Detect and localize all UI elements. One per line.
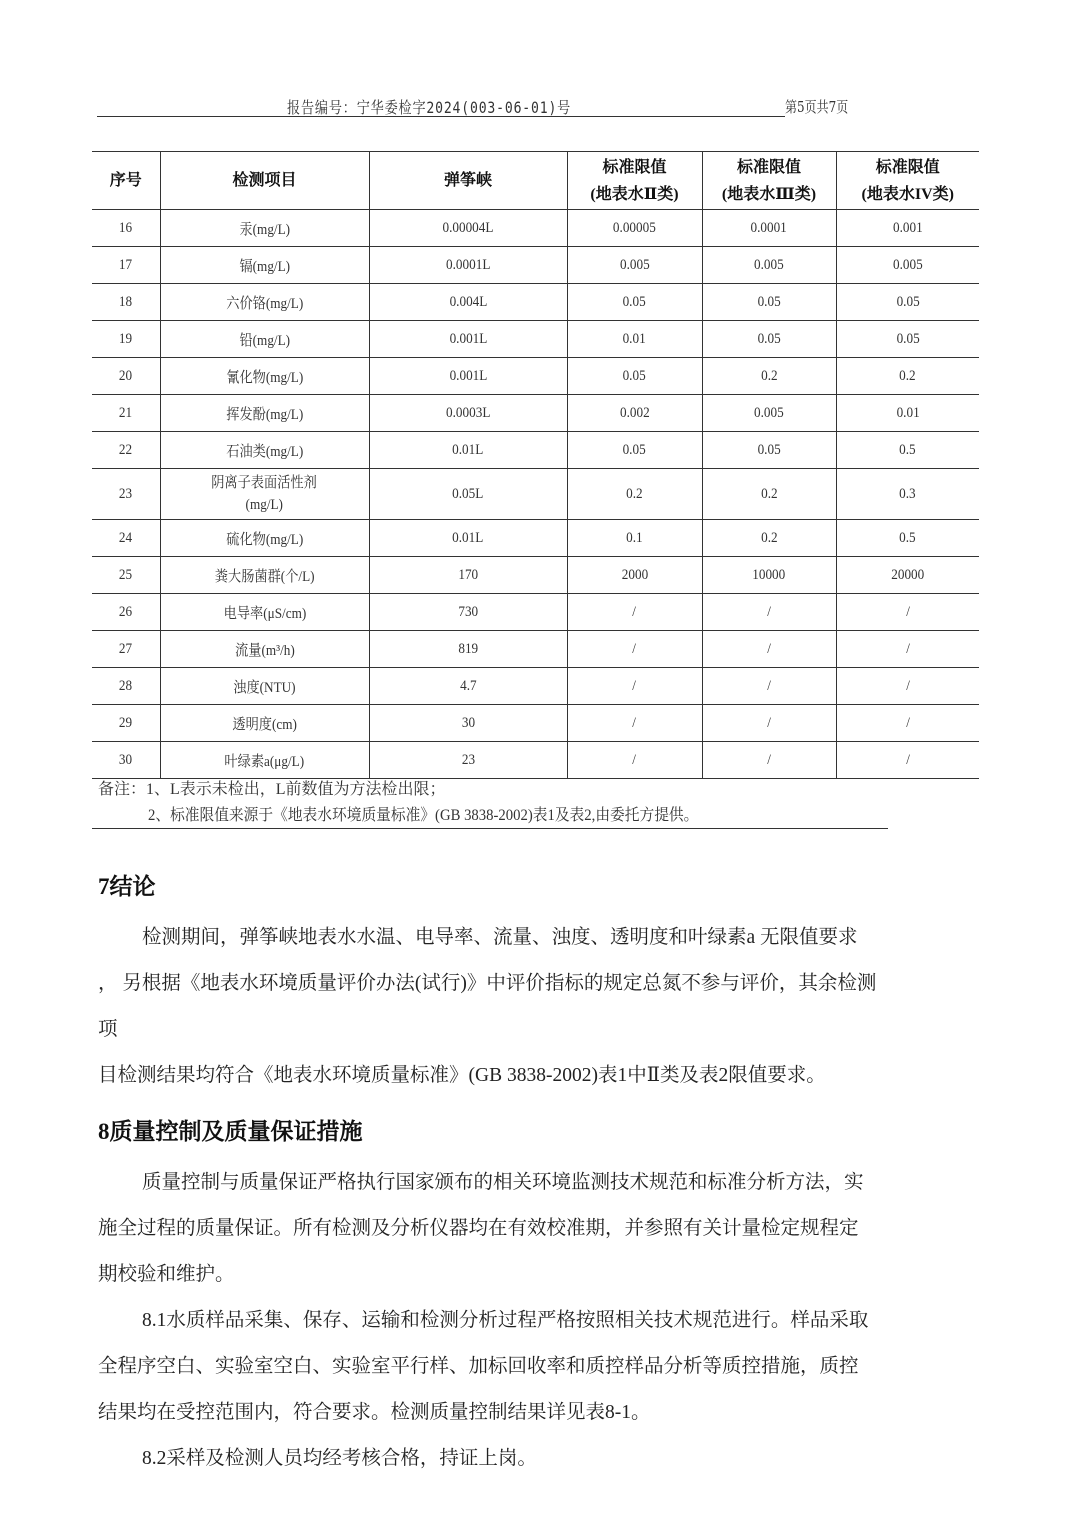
col-header-class2: 标准限值 (地表水Ⅱ类): [567, 152, 702, 210]
cell-no: 26: [92, 594, 160, 631]
cell-class2: 0.05: [567, 284, 702, 321]
cell-class2: /: [567, 631, 702, 668]
cell-class3: /: [702, 705, 836, 742]
col-header-class4: 标准限值 (地表水IV类): [836, 152, 979, 210]
cell-value: 819: [369, 631, 567, 668]
cell-no: 20: [92, 358, 160, 395]
cell-no: 17: [92, 247, 160, 284]
cell-item: 流量(m³/h): [160, 631, 369, 668]
cell-value: 730: [369, 594, 567, 631]
table-row: [92, 247, 979, 284]
cell-class2: 0.00005: [567, 210, 702, 247]
cell-class3: /: [702, 594, 836, 631]
cell-class2: /: [567, 594, 702, 631]
cell-no: 25: [92, 557, 160, 594]
cell-class2: 0.1: [567, 520, 702, 557]
cell-item: 浊度(NTU): [160, 668, 369, 705]
cell-class2: /: [567, 668, 702, 705]
cell-value: 0.01L: [369, 520, 567, 557]
cell-class3: 0.2: [702, 358, 836, 395]
cell-value: 23: [369, 742, 567, 779]
table-row: [92, 432, 979, 469]
cell-class4: 0.01: [836, 395, 979, 432]
cell-value: 0.05L: [369, 469, 567, 520]
cell-class2: 0.002: [567, 395, 702, 432]
results-table: [92, 151, 979, 779]
cell-value: 0.001L: [369, 358, 567, 395]
table-row: [92, 210, 979, 247]
cell-value: 0.004L: [369, 284, 567, 321]
col-header-site: 弹筝峡: [369, 152, 567, 210]
cell-item: 镉(mg/L): [160, 247, 369, 284]
section-8-paragraph-1: [98, 1160, 968, 1298]
table-row: [92, 395, 979, 432]
cell-item: 石油类(mg/L): [160, 432, 369, 469]
cell-item: 挥发酚(mg/L): [160, 395, 369, 432]
cell-value: 0.00004L: [369, 210, 567, 247]
cell-no: 30: [92, 742, 160, 779]
cell-class3: 0.005: [702, 247, 836, 284]
note-1: 备注：1、L表示未检出，L前数值为方法检出限；: [98, 781, 446, 798]
paragraph-line: 8.2采样及检测人员均经考核合格，持证上岗。: [142, 1448, 537, 1469]
cell-item: 铅(mg/L): [160, 321, 369, 358]
cell-class2: /: [567, 742, 702, 779]
page-indicator: 第5页共7页: [785, 98, 849, 116]
section-8-paragraph-2: [98, 1298, 968, 1436]
cell-no: 28: [92, 668, 160, 705]
cell-class4: 20000: [836, 557, 979, 594]
paragraph-line: 施全过程的质量保证。所有检测及分析仪器均在有效校准期，并参照有关计量检定规程定: [98, 1218, 859, 1239]
cell-class2: /: [567, 705, 702, 742]
cell-class2: 0.01: [567, 321, 702, 358]
cell-no: 16: [92, 210, 160, 247]
table-row: [92, 705, 979, 742]
table-row: [92, 358, 979, 395]
table-row: [92, 594, 979, 631]
col-header-class3: 标准限值 (地表水Ⅲ类): [702, 152, 836, 210]
cell-class2: 0.05: [567, 432, 702, 469]
table-row: [92, 321, 979, 358]
cell-class3: 0.05: [702, 432, 836, 469]
paragraph-line: 目检测结果均符合《地表水环境质量标准》(GB 3838-2002)表1中Ⅱ类及表2限值要求。: [98, 1065, 826, 1086]
cell-value: 0.0003L: [369, 395, 567, 432]
cell-class4: /: [836, 705, 979, 742]
cell-class4: 0.5: [836, 520, 979, 557]
cell-class3: 0.0001: [702, 210, 836, 247]
cell-value: 30: [369, 705, 567, 742]
cell-no: 24: [92, 520, 160, 557]
table-row: [92, 557, 979, 594]
cell-class3: /: [702, 631, 836, 668]
paragraph-line: 质量控制与质量保证严格执行国家颁布的相关环境监测技术规范和标准分析方法，实: [142, 1172, 864, 1193]
cell-no: 27: [92, 631, 160, 668]
cell-class4: 0.2: [836, 358, 979, 395]
cell-class4: 0.005: [836, 247, 979, 284]
cell-class4: 0.05: [836, 321, 979, 358]
table-row: [92, 469, 979, 520]
cell-class3: 0.005: [702, 395, 836, 432]
cell-value: 4.7: [369, 668, 567, 705]
page-header: [97, 95, 857, 119]
cell-no: 22: [92, 432, 160, 469]
cell-value: 0.01L: [369, 432, 567, 469]
table-row: [92, 284, 979, 321]
cell-value: 0.0001L: [369, 247, 567, 284]
cell-item: 汞(mg/L): [160, 210, 369, 247]
cell-item: 电导率(μS/cm): [160, 594, 369, 631]
table-row: [92, 668, 979, 705]
section-8-title: 8质量控制及质量保证措施: [98, 1119, 363, 1144]
section-7-paragraph: [98, 915, 968, 1099]
cell-class4: /: [836, 668, 979, 705]
section-7-title: 7结论: [98, 874, 156, 899]
cell-item: 硫化物(mg/L): [160, 520, 369, 557]
paragraph-line: 期校验和维护。: [98, 1264, 235, 1285]
cell-no: 18: [92, 284, 160, 321]
cell-item: 氰化物(mg/L): [160, 358, 369, 395]
cell-value: 170: [369, 557, 567, 594]
cell-class2: 2000: [567, 557, 702, 594]
paragraph-line: 8.1水质样品采集、保存、运输和检测分析过程严格按照相关技术规范进行。样品采取: [142, 1310, 869, 1331]
cell-class3: 0.2: [702, 469, 836, 520]
paragraph-line: 项: [98, 1019, 118, 1040]
paragraph-line: 检测期间，弹筝峡地表水水温、电导率、流量、浊度、透明度和叶绿素a 无限值要求: [142, 927, 858, 948]
table-row: [92, 742, 979, 779]
cell-item: 阴离子表面活性剂 (mg/L): [160, 469, 369, 520]
table-header-row: [92, 152, 979, 210]
cell-class2: 0.05: [567, 358, 702, 395]
cell-class4: /: [836, 742, 979, 779]
section-8-paragraph-3: [98, 1436, 968, 1482]
cell-class3: 0.05: [702, 321, 836, 358]
paragraph-line: 全程序空白、实验室空白、实验室平行样、加标回收率和质控样品分析等质控措施，质控: [98, 1356, 859, 1377]
cell-item: 透明度(cm): [160, 705, 369, 742]
cell-class4: 0.05: [836, 284, 979, 321]
paragraph-line: ， 另根据《地表水环境质量评价办法(试行)》中评价指标的规定总氮不参与评价，其余检测: [98, 973, 877, 994]
cell-class3: 10000: [702, 557, 836, 594]
cell-class3: /: [702, 742, 836, 779]
cell-class3: 0.05: [702, 284, 836, 321]
cell-class3: /: [702, 668, 836, 705]
table-row: [92, 631, 979, 668]
cell-no: 23: [92, 469, 160, 520]
cell-class4: 0.001: [836, 210, 979, 247]
table-notes: [98, 776, 888, 829]
cell-value: 0.001L: [369, 321, 567, 358]
col-header-no: 序号: [92, 152, 160, 210]
cell-class2: 0.2: [567, 469, 702, 520]
cell-class3: 0.2: [702, 520, 836, 557]
cell-class4: 0.3: [836, 469, 979, 520]
col-header-item: 检测项目: [160, 152, 369, 210]
report-number: 报告编号：宁华委检字2024(003-06-01)号: [287, 98, 572, 117]
cell-class4: /: [836, 631, 979, 668]
cell-class2: 0.005: [567, 247, 702, 284]
cell-no: 29: [92, 705, 160, 742]
table-row: [92, 520, 979, 557]
note-2: 2、标准限值来源于《地表水环境质量标准》(GB 3838-2002)表1及表2,由委托方提供。: [92, 804, 888, 829]
cell-item: 粪大肠菌群(个/L): [160, 557, 369, 594]
cell-class4: /: [836, 594, 979, 631]
cell-no: 19: [92, 321, 160, 358]
cell-item: 叶绿素a(μg/L): [160, 742, 369, 779]
cell-class4: 0.5: [836, 432, 979, 469]
paragraph-line: 结果均在受控范围内，符合要求。检测质量控制结果详见表8-1。: [98, 1402, 651, 1423]
cell-no: 21: [92, 395, 160, 432]
cell-item: 六价铬(mg/L): [160, 284, 369, 321]
